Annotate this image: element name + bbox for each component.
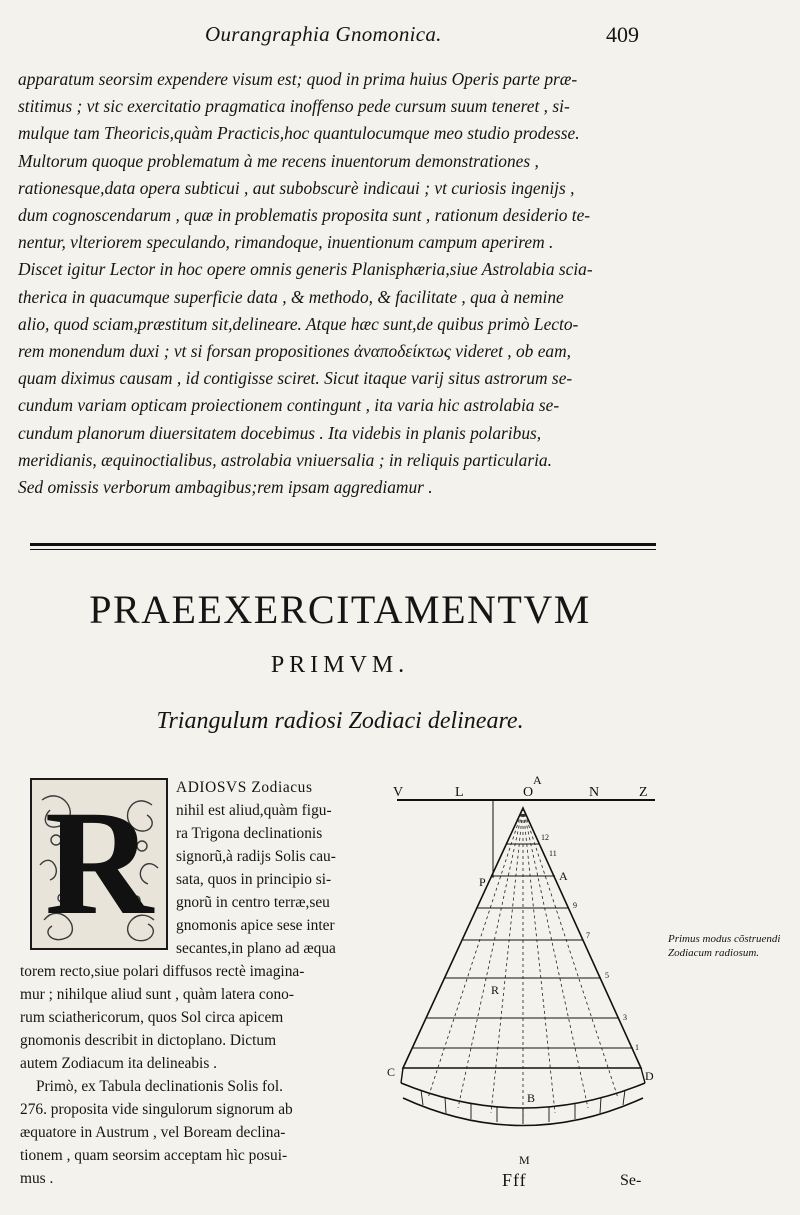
figure-label: L — [455, 785, 464, 800]
text-line: Primò, ex Tabula declinationis Solis fol. — [36, 1078, 284, 1095]
intro-paragraph — [18, 66, 658, 501]
text-line: rum sciathericorum, quos Sol circa apicem — [20, 1009, 284, 1026]
svg-text:3: 3 — [623, 1013, 627, 1022]
svg-text:9: 9 — [573, 901, 577, 910]
page-number: 409 — [606, 22, 639, 47]
figure-label: P — [479, 875, 486, 889]
text-line: alio, quod sciam,præstitum sit,delineare. Atque hæc sunt,de quibus primò Lecto- — [18, 313, 579, 334]
zodiac-triangle-figure — [383, 768, 663, 1168]
figure-label: O — [523, 785, 534, 800]
catchword: Se- — [620, 1172, 642, 1189]
figure-label: V — [393, 785, 404, 800]
figure-label: B — [527, 1091, 536, 1105]
text-line: cundum variam opticam proiectionem contingunt , ita varia hic astrolabia se- — [18, 395, 560, 416]
figure-label: M — [519, 1153, 530, 1167]
text-line: dum cognoscendarum , quæ in problematis proposita sunt , rationum desiderio te- — [18, 205, 591, 226]
text-line: 276. proposita vide singulorum signorum ab — [20, 1101, 293, 1118]
ray-lines — [428, 808, 618, 1116]
svg-text:7: 7 — [586, 931, 590, 940]
arc-ticks — [421, 1090, 625, 1124]
text-line: gnorũ in centro terræ,seu — [176, 894, 330, 911]
running-title: Ourangraphia Gnomonica. — [205, 22, 442, 46]
section-title: Triangulum radiosi Zodiaci delineare. — [156, 708, 524, 734]
text-line: nihil est aliud,quàm figu- — [176, 802, 332, 819]
chapter-subheading: PRIMVM. — [270, 652, 410, 678]
text-line: secantes,in plano ad æqua — [176, 940, 336, 957]
text-line: Discet igitur Lector in hoc opere omnis generis Planisphæria,siue Astrolabia scia- — [18, 259, 593, 280]
figure-label: Z — [639, 785, 648, 800]
section-divider-thin — [30, 549, 656, 550]
text-line: apparatum seorsim expendere visum est; quod in prima huius Operis parte præ- — [18, 69, 578, 89]
svg-text:1: 1 — [635, 1043, 639, 1052]
figure-label: R — [491, 983, 500, 997]
text-line: signorũ,à radijs Solis cau- — [176, 848, 336, 865]
text-line: autem Zodiacum ita delineabis . — [20, 1055, 218, 1072]
text-line: rem monendum duxi ; vt si forsan propositiones ἀναποδείκτως videret , ob eam, — [18, 341, 572, 362]
text-line: ra Trigona declinationis — [176, 825, 323, 842]
text-line: mur ; nihilque aliud sunt , quàm latera cono- — [20, 986, 294, 1003]
chapter-heading: PRAEEXERCITAMENTVM — [89, 587, 591, 632]
text-line: sata, quos in principio si- — [176, 871, 332, 888]
figure-label: D — [645, 1069, 654, 1083]
text-line: torem recto,siue polari diffusos rectè imagina- — [20, 963, 305, 980]
text-line: gnomonis apice sese inter — [176, 917, 335, 934]
text-line: æquatore in Austrum , vel Boream declina- — [20, 1124, 286, 1141]
apex-label: A — [533, 773, 542, 787]
margin-note: Primus modus cõstruendi Zodiacum radiosum. — [668, 933, 781, 959]
text-line: Sed omissis verborum ambagibus;rem ipsam aggrediamur . — [18, 477, 433, 498]
text-line: nentur, vlteriorem speculando, rimandoque, inuentionum campum aperirem . — [18, 232, 554, 253]
svg-text:12: 12 — [541, 833, 549, 842]
text-line: mulque tam Theoricis,quàm Practicis,hoc quantulocumque meo studio prodesse. — [18, 123, 580, 144]
text-line: cundum planorum diuersitatem docebimus . Ita videbis in planis polaribus, — [18, 422, 542, 443]
figure-label: A — [559, 869, 568, 883]
page-header — [0, 22, 800, 46]
text-line: stitimus ; vt sic exercitatio pragmatica inoffenso pede cursum suum teneret , si- — [18, 96, 570, 117]
triangle-outline — [403, 808, 641, 1068]
text-line: rationesque,data opera subticui , aut subobscurè indicaui ; vt curiosis ingenijs , — [18, 177, 575, 198]
text-line: Multorum quoque problematum à me recens inuentorum demonstrationes , — [18, 150, 539, 171]
signature-mark: Fff — [502, 1170, 527, 1190]
text-line: quam diximus causam , id contigisse sciret. Sicut itaque varij situs astrorum se- — [18, 368, 573, 389]
scale-numbers — [541, 833, 639, 1052]
decorated-initial — [30, 778, 168, 950]
text-line: gnomonis describit in dictoplano. Dictum — [20, 1032, 277, 1049]
text-line: therica in quacumque superficie data , & methodo, & facilitate , qua à nemine — [18, 286, 564, 307]
text-line: mus . — [20, 1170, 54, 1187]
text-line: meridianis, æquinoctialibus, astrolabia vniuersalia ; in reliquis particularia. — [18, 449, 552, 470]
text-line: ADIOSVS Zodiacus — [176, 779, 313, 796]
svg-text:11: 11 — [549, 849, 557, 858]
section-divider — [30, 543, 656, 546]
svg-text:5: 5 — [605, 971, 609, 980]
figure-label: N — [589, 785, 600, 800]
figure-label: C — [387, 1065, 396, 1079]
dropcap-letter: R — [44, 780, 154, 946]
text-line: tionem , quam seorsim acceptam hìc posui- — [20, 1147, 288, 1164]
